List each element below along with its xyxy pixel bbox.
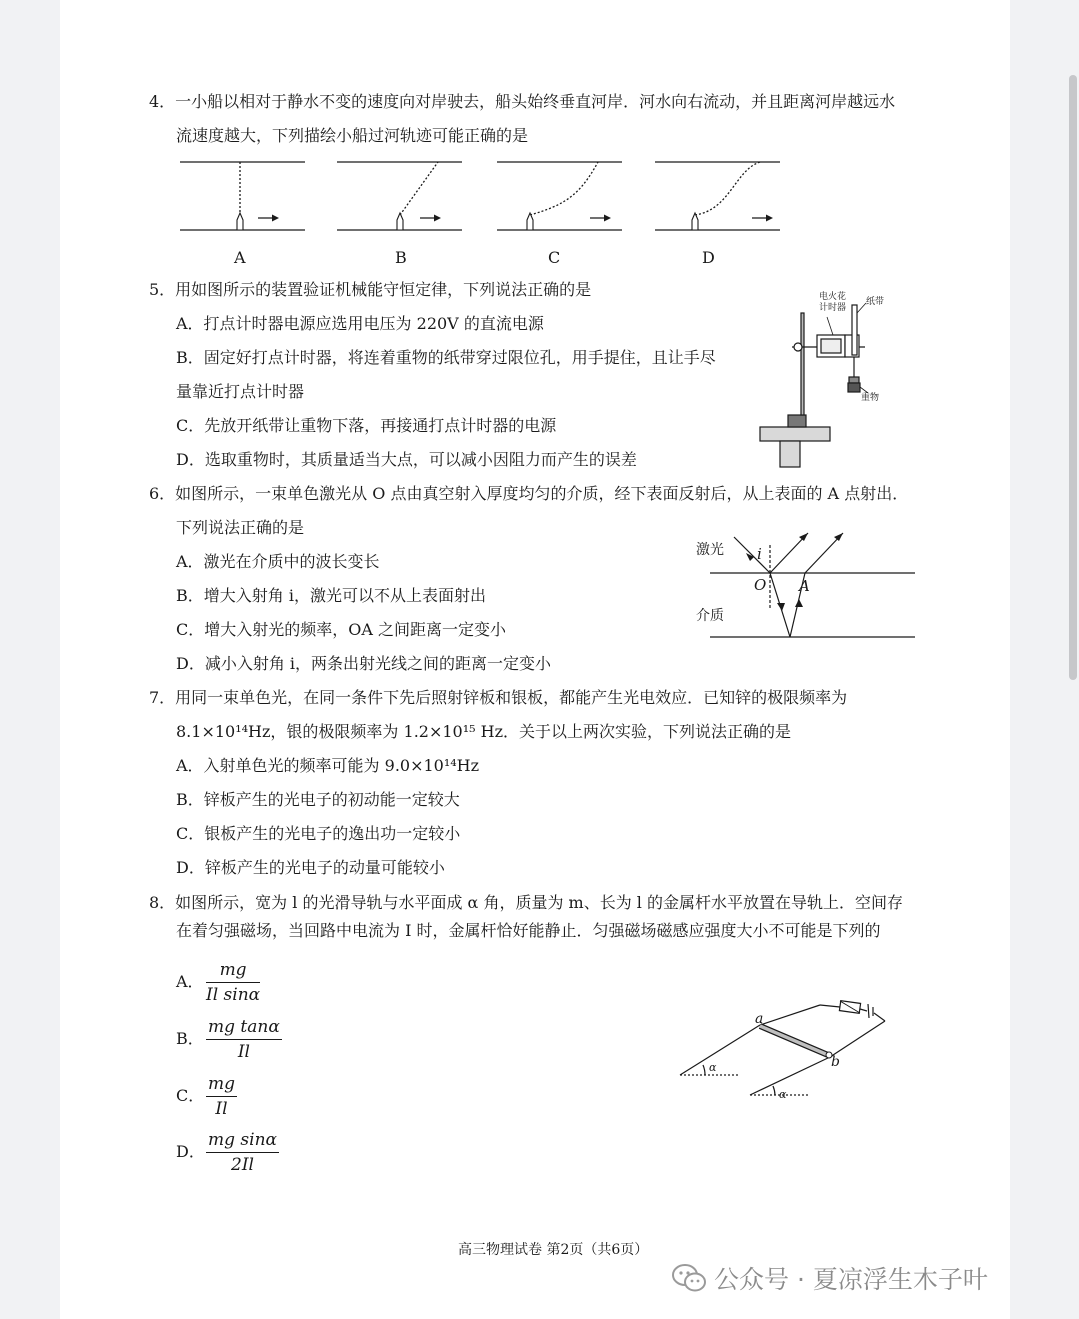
q8-label-alpha-upper: α [709, 1061, 717, 1074]
page-footer: 高三物理试卷 第2页（共6页） [458, 1242, 649, 1258]
q4-label-a: A [234, 248, 246, 267]
q5-option-d: D．选取重物时，其质量适当大点，可以减小因阻力而产生的误差 [176, 450, 637, 469]
q6-label-laser: 激光 [696, 542, 724, 558]
q8-label-b: b [831, 1054, 840, 1070]
q8-stem-line2: 在着匀强磁场，当回路中电流为 I 时，金属杆恰好能静止．匀强磁场磁感应强度大小不可能是下列的 [176, 921, 881, 940]
q6-stem-line2: 下列说法正确的是 [176, 518, 305, 537]
q6-label-medium: 介质 [696, 608, 724, 624]
q8-option-a-numerator: mg [219, 960, 247, 980]
scrollbar-track[interactable] [1065, 0, 1079, 1319]
q5-label-tape: 纸带 [866, 297, 885, 307]
wechat-icon [672, 1263, 706, 1293]
fraction-bar [206, 982, 260, 983]
q8-option-a-label: A． [176, 972, 204, 991]
q8-option-c-fraction [206, 1073, 237, 1120]
q6-option-c: C．增大入射光的频率，OA 之间距离一定变小 [176, 620, 507, 639]
q4-label-d: D [702, 248, 715, 267]
q6-label-o: O [754, 576, 767, 594]
q8-label-a: a [755, 1011, 764, 1027]
q6-label-i: i [757, 545, 762, 563]
q7-option-c: C．银板产生的光电子的逸出功一定较小 [176, 824, 461, 843]
q5-option-c: C．先放开纸带让重物下落，再接通打点计时器的电源 [176, 416, 557, 435]
q5-option-a: A．打点计时器电源应选用电压为 220V 的直流电源 [176, 314, 544, 333]
q8-option-b-label: B． [176, 1029, 204, 1048]
q8-option-d-denominator: 2Il [231, 1155, 254, 1175]
q7-option-d: D．锌板产生的光电子的动量可能较小 [176, 858, 445, 877]
q7-option-b: B．锌板产生的光电子的初动能一定较大 [176, 790, 460, 809]
q4-stem-line2: 流速度越大，下列描绘小船过河轨迹可能正确的是 [176, 126, 529, 145]
q4-label-c: C [548, 248, 561, 267]
q8-option-c-denominator: Il [215, 1099, 228, 1119]
q5-label-weight: 重物 [861, 393, 880, 403]
q4-label-b: B [395, 248, 407, 267]
watermark-text: 公众号 · 夏凉浮生木子叶 [714, 1265, 988, 1294]
q8-option-a-denominator: Il sinα [206, 985, 261, 1005]
q8-option-b-numerator: mg tanα [208, 1017, 280, 1037]
q8-option-b-fraction [206, 1016, 282, 1063]
q5-option-b-line2: 量靠近打点计时器 [176, 382, 305, 401]
q8-option-d-label: D． [176, 1142, 205, 1161]
fraction-bar [206, 1096, 237, 1097]
q8-option-c-label: C． [176, 1086, 205, 1105]
fraction-bar [206, 1152, 279, 1153]
q8-label-alpha-lower: α [779, 1088, 787, 1101]
fraction-bar [206, 1039, 282, 1040]
scrollbar-thumb[interactable] [1069, 75, 1077, 680]
q7-option-a: A．入射单色光的频率可能为 9.0×10¹⁴Hz [176, 756, 480, 775]
q5-label-timer-line1: 电火花 [819, 292, 847, 302]
q8-stem-line1: 8．如图所示，宽为 l 的光滑导轨与水平面成 α 角，质量为 m、长为 l 的金属杆水平放置在导轨上．空间存 [149, 893, 903, 912]
q6-option-a: A．激光在介质中的波长变长 [176, 552, 380, 571]
q6-label-a: A [799, 577, 810, 595]
q5-option-b-line1: B．固定好打点计时器，将连着重物的纸带穿过限位孔，用手提住，且让手尽 [176, 348, 716, 367]
q5-label-timer-line2: 计时器 [819, 303, 847, 313]
exam-page [60, 0, 1010, 1319]
q4-stem-line1: 4．一小船以相对于静水不变的速度向对岸驶去，船头始终垂直河岸．河水向右流动，并且距离河岸越远水 [149, 92, 896, 111]
q6-refraction-figure [710, 525, 920, 645]
q5-label-timer [819, 292, 846, 314]
q7-stem-line1: 7．用同一束单色光，在同一条件下先后照射锌板和银板，都能产生光电效应．已知锌的极限频率为 [149, 688, 848, 707]
q7-stem-line2: 8.1×10¹⁴Hz，银的极限频率为 1.2×10¹⁵ Hz．关于以上两次实验，下列说法正确的是 [176, 722, 792, 741]
q8-option-b-denominator: Il [237, 1042, 250, 1062]
q5-stem: 5．用如图所示的装置验证机械能守恒定律，下列说法正确的是 [149, 280, 592, 299]
watermark [672, 1258, 988, 1298]
q6-option-b: B．增大入射角 i，激光可以不从上表面射出 [176, 586, 486, 605]
q8-option-d-fraction [206, 1129, 279, 1176]
q8-option-c-numerator: mg [208, 1074, 236, 1094]
q6-option-d: D．减小入射角 i，两条出射光线之间的距离一定变小 [176, 654, 552, 673]
q8-option-a-fraction [206, 959, 260, 1006]
q8-option-d-numerator: mg sinα [208, 1130, 277, 1150]
q6-stem-line1: 6．如图所示，一束单色激光从 O 点由真空射入厚度均匀的介质，经下表面反射后，从上表面的 A 点射出． [149, 484, 909, 503]
